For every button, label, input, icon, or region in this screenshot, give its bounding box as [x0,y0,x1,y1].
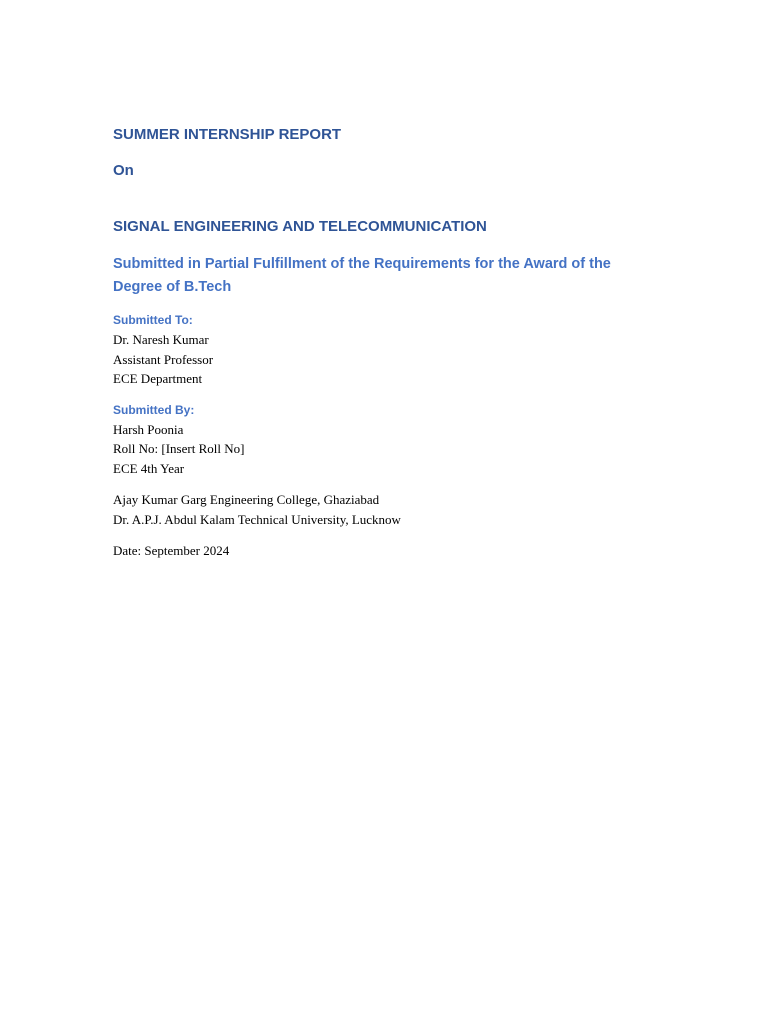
report-date: Date: September 2024 [113,543,230,558]
submitted-by-heading: Submitted By: [113,402,195,417]
submitted-by-roll-no: Roll No: [Insert Roll No] [113,441,245,456]
date-section [113,541,653,561]
submitted-to-department: ECE Department [113,371,203,386]
report-on-label: On [113,162,134,179]
report-title: SUMMER INTERNSHIP REPORT [113,126,342,143]
submitted-to-heading: Submitted To: [113,313,193,327]
report-subject: SIGNAL ENGINEERING AND TELECOMMUNICATION [113,218,487,235]
college-name: Ajay Kumar Garg Engineering College, Ghaziabad [113,492,380,507]
submitted-by-name: Harsh Poonia [113,421,184,437]
institution-section [113,490,653,529]
submitted-to-name: Dr. Naresh Kumar [113,332,209,347]
report-purpose: Submitted in Partial Fulfillment of the Requirements for the Award of the Degree of B.Tech [113,256,611,295]
submitted-to-section [113,311,653,389]
report-cover [113,125,653,561]
submitted-to-designation: Assistant Professor [113,351,214,367]
submitted-by-year: ECE 4th Year [113,460,185,476]
submitted-by-section [113,401,653,479]
university-name: Dr. A.P.J. Abdul Kalam Technical University, Lucknow [113,511,401,527]
